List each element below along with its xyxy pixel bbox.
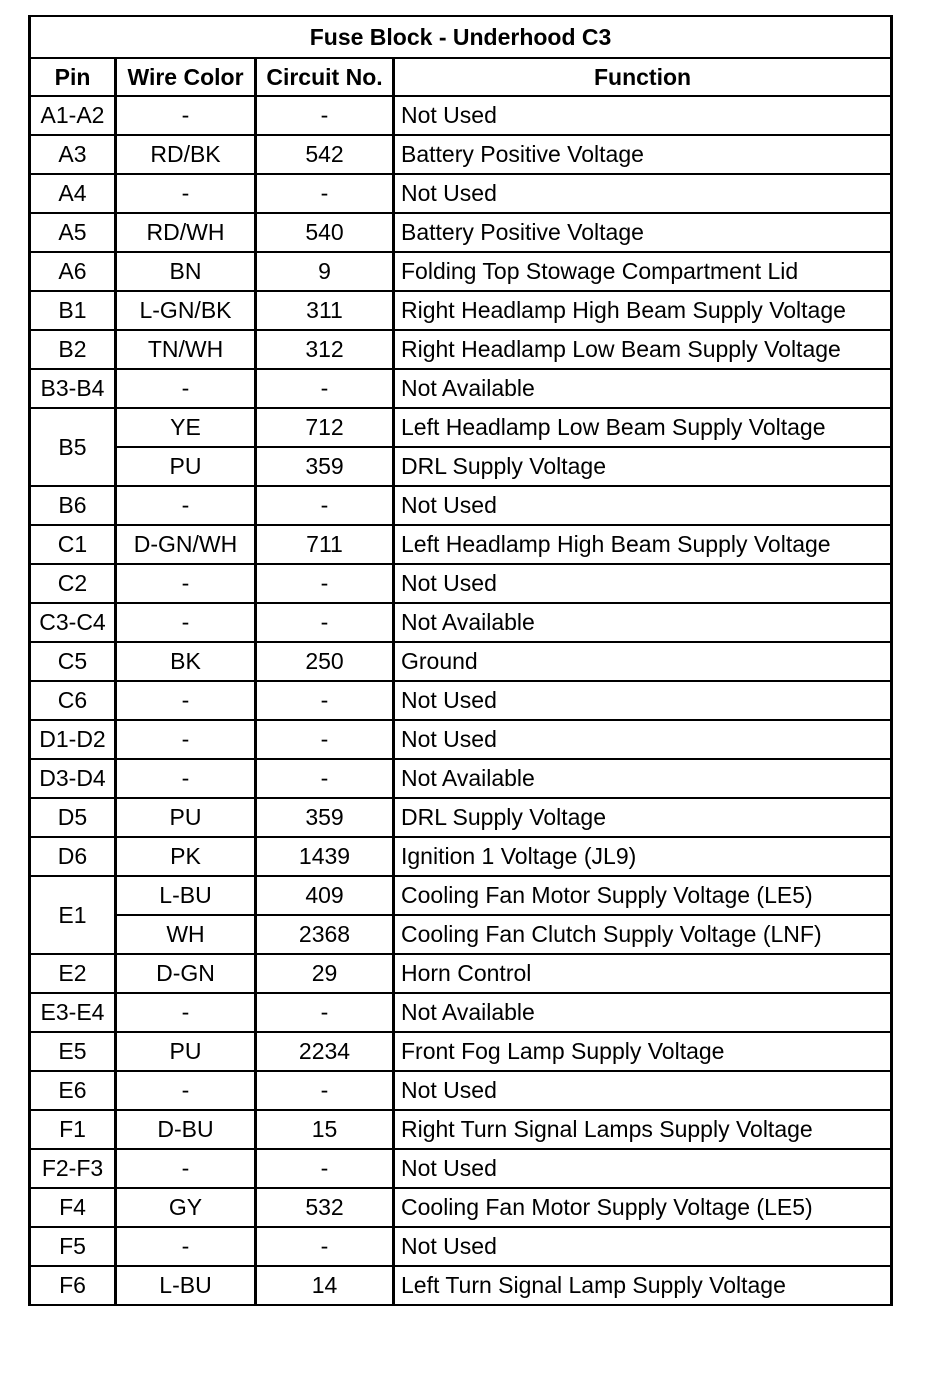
pin-cell: A3 [30, 135, 116, 174]
function-cell: Not Used [394, 564, 892, 603]
pin-cell: D5 [30, 798, 116, 837]
table-row [30, 252, 892, 291]
circuit-number-cell: 29 [256, 954, 394, 993]
pin-cell: B3-B4 [30, 369, 116, 408]
pin-cell: A4 [30, 174, 116, 213]
table-row [30, 603, 892, 642]
circuit-number-cell: 712 [256, 408, 394, 447]
table-row [30, 213, 892, 252]
table-row [30, 96, 892, 135]
table-row [30, 1227, 892, 1266]
connector-pinout-sheet [28, 15, 890, 1306]
circuit-number-cell: - [256, 1149, 394, 1188]
pin-cell: D6 [30, 837, 116, 876]
table-row [30, 798, 892, 837]
function-cell: Cooling Fan Motor Supply Voltage (LE5) [394, 876, 892, 915]
pin-cell: C5 [30, 642, 116, 681]
wire-color-cell: - [116, 1149, 256, 1188]
pin-cell: F1 [30, 1110, 116, 1149]
circuit-number-cell: 250 [256, 642, 394, 681]
pin-cell: C2 [30, 564, 116, 603]
wire-color-cell: BK [116, 642, 256, 681]
circuit-number-cell: - [256, 681, 394, 720]
circuit-number-cell: 2368 [256, 915, 394, 954]
table-row [30, 681, 892, 720]
header-function: Function [394, 58, 892, 96]
function-cell: Not Available [394, 993, 892, 1032]
wire-color-cell: - [116, 759, 256, 798]
pin-cell: B5 [30, 408, 116, 486]
table-row [30, 876, 892, 915]
circuit-number-cell: 311 [256, 291, 394, 330]
circuit-number-cell: - [256, 1227, 394, 1266]
wire-color-cell: L-BU [116, 1266, 256, 1305]
table-row [30, 1188, 892, 1227]
function-cell: Cooling Fan Clutch Supply Voltage (LNF) [394, 915, 892, 954]
pin-cell: E2 [30, 954, 116, 993]
wire-color-cell: PU [116, 798, 256, 837]
pin-cell: F4 [30, 1188, 116, 1227]
circuit-number-cell: - [256, 369, 394, 408]
table-row [30, 486, 892, 525]
circuit-number-cell: 14 [256, 1266, 394, 1305]
table-row [30, 759, 892, 798]
pin-cell: E3-E4 [30, 993, 116, 1032]
table-row [30, 525, 892, 564]
circuit-number-cell: - [256, 486, 394, 525]
pin-cell: B6 [30, 486, 116, 525]
wire-color-cell: - [116, 1227, 256, 1266]
function-cell: Left Turn Signal Lamp Supply Voltage [394, 1266, 892, 1305]
table-row [30, 1071, 892, 1110]
function-cell: DRL Supply Voltage [394, 447, 892, 486]
table-row [30, 1266, 892, 1305]
circuit-number-cell: - [256, 993, 394, 1032]
wire-color-cell: GY [116, 1188, 256, 1227]
function-cell: Right Headlamp High Beam Supply Voltage [394, 291, 892, 330]
table-title-row [30, 16, 892, 58]
wire-color-cell: D-GN/WH [116, 525, 256, 564]
table-title: Fuse Block - Underhood C3 [30, 16, 892, 58]
wire-color-cell: - [116, 174, 256, 213]
wire-color-cell: RD/WH [116, 213, 256, 252]
pin-cell: E6 [30, 1071, 116, 1110]
table-row [30, 993, 892, 1032]
function-cell: Not Used [394, 720, 892, 759]
wire-color-cell: L-GN/BK [116, 291, 256, 330]
table-body [30, 16, 892, 1305]
table-row [30, 1110, 892, 1149]
wire-color-cell: PU [116, 447, 256, 486]
function-cell: Folding Top Stowage Compartment Lid [394, 252, 892, 291]
wire-color-cell: - [116, 369, 256, 408]
pin-cell: B2 [30, 330, 116, 369]
header-pin: Pin [30, 58, 116, 96]
wire-color-cell: - [116, 993, 256, 1032]
wire-color-cell: - [116, 681, 256, 720]
wire-color-cell: - [116, 1071, 256, 1110]
circuit-number-cell: 1439 [256, 837, 394, 876]
table-row [30, 720, 892, 759]
wire-color-cell: L-BU [116, 876, 256, 915]
function-cell: Battery Positive Voltage [394, 135, 892, 174]
table-row [30, 369, 892, 408]
wire-color-cell: PK [116, 837, 256, 876]
function-cell: Not Available [394, 603, 892, 642]
function-cell: Not Available [394, 369, 892, 408]
circuit-number-cell: 542 [256, 135, 394, 174]
pin-cell: F5 [30, 1227, 116, 1266]
function-cell: Horn Control [394, 954, 892, 993]
circuit-number-cell: - [256, 1071, 394, 1110]
function-cell: Not Used [394, 96, 892, 135]
pin-cell: F2-F3 [30, 1149, 116, 1188]
circuit-number-cell: 540 [256, 213, 394, 252]
wire-color-cell: - [116, 486, 256, 525]
function-cell: Not Available [394, 759, 892, 798]
table-row [30, 447, 892, 486]
function-cell: Not Used [394, 681, 892, 720]
pin-cell: A1-A2 [30, 96, 116, 135]
connector-pinout-table [28, 15, 893, 1306]
circuit-number-cell: - [256, 174, 394, 213]
circuit-number-cell: - [256, 759, 394, 798]
pin-cell: F6 [30, 1266, 116, 1305]
function-cell: Right Headlamp Low Beam Supply Voltage [394, 330, 892, 369]
pin-cell: A6 [30, 252, 116, 291]
function-cell: Left Headlamp High Beam Supply Voltage [394, 525, 892, 564]
table-row [30, 915, 892, 954]
circuit-number-cell: 15 [256, 1110, 394, 1149]
wire-color-cell: TN/WH [116, 330, 256, 369]
wire-color-cell: D-BU [116, 1110, 256, 1149]
function-cell: Not Used [394, 1149, 892, 1188]
pin-cell: A5 [30, 213, 116, 252]
circuit-number-cell: - [256, 96, 394, 135]
function-cell: Cooling Fan Motor Supply Voltage (LE5) [394, 1188, 892, 1227]
circuit-number-cell: - [256, 603, 394, 642]
circuit-number-cell: 2234 [256, 1032, 394, 1071]
pin-cell: D3-D4 [30, 759, 116, 798]
function-cell: Not Used [394, 486, 892, 525]
function-cell: Ground [394, 642, 892, 681]
table-row [30, 1032, 892, 1071]
wire-color-cell: RD/BK [116, 135, 256, 174]
table-row [30, 291, 892, 330]
circuit-number-cell: 711 [256, 525, 394, 564]
circuit-number-cell: 532 [256, 1188, 394, 1227]
pin-cell: D1-D2 [30, 720, 116, 759]
table-row [30, 174, 892, 213]
wire-color-cell: WH [116, 915, 256, 954]
circuit-number-cell: 9 [256, 252, 394, 291]
wire-color-cell: YE [116, 408, 256, 447]
circuit-number-cell: 359 [256, 798, 394, 837]
table-row [30, 408, 892, 447]
function-cell: DRL Supply Voltage [394, 798, 892, 837]
wire-color-cell: - [116, 96, 256, 135]
table-row [30, 330, 892, 369]
function-cell: Right Turn Signal Lamps Supply Voltage [394, 1110, 892, 1149]
table-row [30, 564, 892, 603]
function-cell: Not Used [394, 1227, 892, 1266]
pin-cell: B1 [30, 291, 116, 330]
table-row [30, 642, 892, 681]
table-row [30, 837, 892, 876]
wire-color-cell: D-GN [116, 954, 256, 993]
function-cell: Front Fog Lamp Supply Voltage [394, 1032, 892, 1071]
pin-cell: C1 [30, 525, 116, 564]
table-row [30, 1149, 892, 1188]
circuit-number-cell: - [256, 720, 394, 759]
table-row [30, 954, 892, 993]
table-header-row [30, 58, 892, 96]
header-wire-color: Wire Color [116, 58, 256, 96]
function-cell: Left Headlamp Low Beam Supply Voltage [394, 408, 892, 447]
table-row [30, 135, 892, 174]
pin-cell: E5 [30, 1032, 116, 1071]
function-cell: Battery Positive Voltage [394, 213, 892, 252]
pin-cell: C3-C4 [30, 603, 116, 642]
wire-color-cell: - [116, 603, 256, 642]
function-cell: Ignition 1 Voltage (JL9) [394, 837, 892, 876]
header-circuit-number: Circuit No. [256, 58, 394, 96]
circuit-number-cell: - [256, 564, 394, 603]
wire-color-cell: PU [116, 1032, 256, 1071]
pin-cell: E1 [30, 876, 116, 954]
wire-color-cell: - [116, 720, 256, 759]
wire-color-cell: - [116, 564, 256, 603]
function-cell: Not Used [394, 174, 892, 213]
circuit-number-cell: 409 [256, 876, 394, 915]
pin-cell: C6 [30, 681, 116, 720]
wire-color-cell: BN [116, 252, 256, 291]
circuit-number-cell: 359 [256, 447, 394, 486]
circuit-number-cell: 312 [256, 330, 394, 369]
function-cell: Not Used [394, 1071, 892, 1110]
